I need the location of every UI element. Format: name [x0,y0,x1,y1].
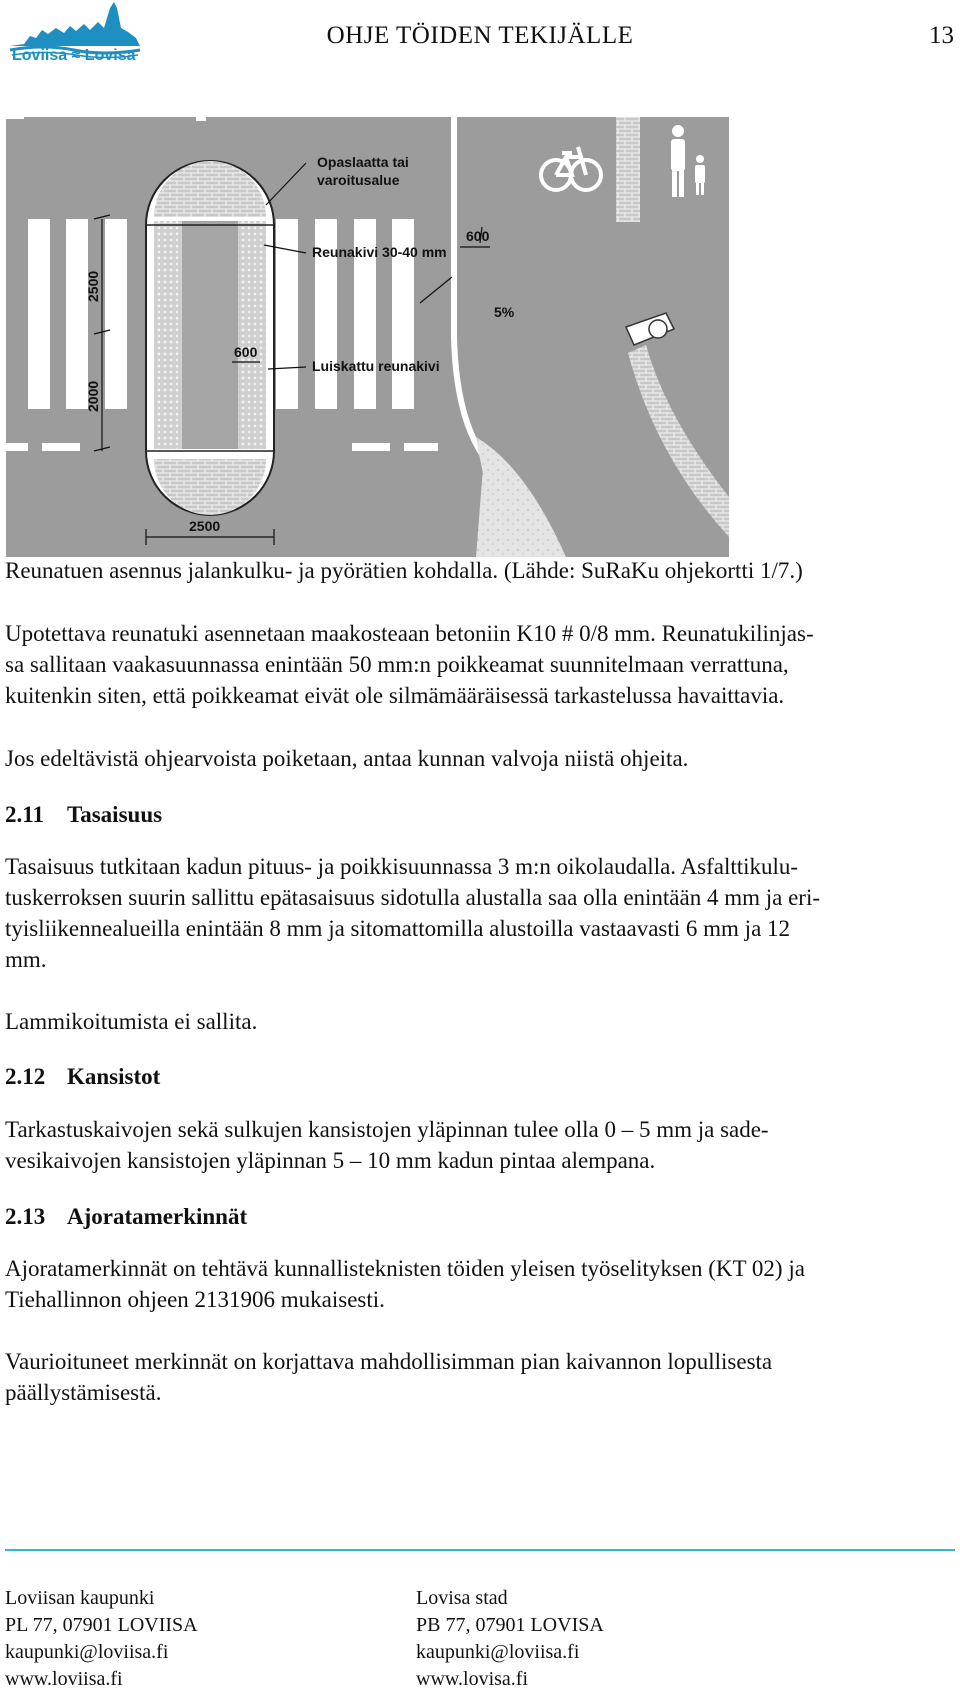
logo-text: Loviisa ≈ Lovisa [12,47,136,64]
curb-installation-diagram [6,117,729,557]
label-guide-tile-1: Opaslaatta tai [317,154,409,170]
footer-org: Loviisan kaupunki [5,1587,155,1609]
paragraph-line: tyisliikennealueilla enintään 8 mm ja sitomattomilla alustoilla vastaavasti 6 mm ja 12 [5,916,791,941]
paragraph-curb [5,618,955,711]
label-guide-tile-2: varoitusalue [317,172,400,188]
label-curb-stone: Reunakivi 30-40 mm [312,244,447,260]
paragraph-line: päällystämisestä. [5,1380,162,1405]
section-title: Ajoratamerkinnät [67,1204,248,1229]
label-dim-2500-bottom: 2500 [189,518,221,534]
section-heading-2-11 [5,802,162,828]
paragraph-line: Tarkastuskaivojen sekä sulkujen kansistojen yläpinnan tulee olla 0 – 5 mm ja sade- [5,1117,769,1142]
footer-website-link[interactable]: www.lovisa.fi [416,1668,529,1690]
paragraph-line: kuitenkin siten, että poikkeamat eivät ole silmämääräisessä tarkastelussa havaittavia. [5,683,785,708]
section-heading-2-12 [5,1064,160,1090]
paragraph-covers [5,1114,955,1176]
paragraph-line: Tasaisuus tutkitaan kadun pituus- ja poikkisuunnassa 3 m:n oikolaudalla. Asfalttikulu- [5,854,799,879]
paragraph-deviation: Jos edeltävistä ohjearvoista poiketaan, antaa kunnan valvoja niistä ohjeita. [5,746,689,771]
label-slope: 5% [494,304,515,320]
section-number: 2.11 [5,802,44,827]
footer-address: PB 77, 07901 LOVISA [416,1614,604,1636]
paragraph-line: tuskerroksen suurin sallittu epätasaisuus sidotulla alustalla saa olla enintään 4 mm ja eri- [5,885,821,910]
label-ramp-curb: Luiskattu reunakivi [312,358,440,374]
label-dim-2000: 2000 [85,380,101,412]
paragraph-line: Ajoratamerkinnät on tehtävä kunnallisteknisten töiden yleisen työselityksen (KT 02) ja [5,1256,805,1281]
paragraph-line: Upotettava reunatuki asennetaan maakosteaan betoniin K10 # 0/8 mm. Reunatukilinjas- [5,621,814,646]
footer-org: Lovisa stad [416,1587,508,1609]
figure-caption: Reunatuen asennus jalankulku- ja pyörätien kohdalla. (Lähde: SuRaKu ohjekortti 1/7.) [5,558,803,583]
paragraph-line: vesikaivojen kansistojen yläpinnan 5 – 10 mm kadun pintaa alempana. [5,1148,656,1173]
paragraph-damaged-markings [5,1346,955,1408]
paragraph-line: Tiehallinnon ohjeen 2131906 mukaisesti. [5,1287,385,1312]
paragraph-puddles: Lammikoitumista ei sallita. [5,1009,258,1034]
header-title: OHJE TÖIDEN TEKIJÄLLE [326,22,634,49]
label-dim-2500-vertical: 2500 [85,270,101,302]
paragraph-evenness [5,851,955,975]
footer-finnish [5,1585,198,1693]
label-dim-600-left: 600 [234,344,258,360]
footer-email-link[interactable]: kaupunki@loviisa.fi [416,1641,580,1663]
page-number: 13 [929,22,954,49]
paragraph-line: mm. [5,947,47,972]
footer-divider [5,1549,955,1551]
section-title: Kansistot [67,1064,161,1089]
section-number: 2.12 [5,1064,46,1089]
section-title: Tasaisuus [67,802,163,827]
footer-website-link[interactable]: www.loviisa.fi [5,1668,123,1690]
paragraph-markings [5,1253,955,1315]
label-dim-600-right: 600 [466,228,490,244]
section-number: 2.13 [5,1204,46,1229]
footer-swedish [416,1585,604,1693]
section-heading-2-13 [5,1204,247,1230]
paragraph-line: Vaurioituneet merkinnät on korjattava mahdollisimman pian kaivannon lopullisesta [5,1349,773,1374]
footer-address: PL 77, 07901 LOVIISA [5,1614,198,1636]
footer-email-link[interactable]: kaupunki@loviisa.fi [5,1641,169,1663]
traffic-island [146,161,274,515]
paragraph-line: sa sallitaan vaakasuunnassa enintään 50 mm:n poikkeamat suunnitelmaan verrattuna, [5,652,789,677]
